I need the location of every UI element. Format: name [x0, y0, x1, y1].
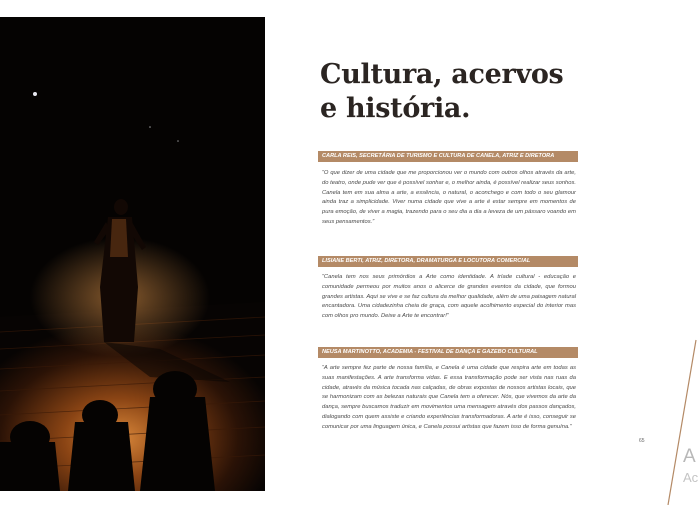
section-quote-1: “O que dizer de uma cidade que me proporcionou ver o mundo com outros olhos através da arte, do teatro, onde pude ver que é possível sonhar e, o melhor ainda, é possível realizar seus sonhos. Canela tem em sua alma a arte, a essência, o natural, o aconchego e com todo o seu glamour ainda traz a simplicidade. Viver numa cidade que vive a arte é estar sempre em momentos de pura emoção, de viver a magia, trazendo para o seu dia a dia a leveza de um pássaro voando em seus pensamentos.” — [322, 170, 576, 225]
page-title — [320, 58, 563, 126]
title-line-1: Cultura, acervos — [320, 59, 564, 90]
section-heading-1: CARLA REIS, SECRETÁRIA DE TURISMO E CULTURA DE CANELA, ATRIZ E DIRETORA — [318, 151, 578, 162]
title-line-2: e história. — [320, 93, 471, 124]
page-number: 65 — [639, 438, 645, 444]
section-heading-2: LISIANE BERTI, ATRIZ, DIRETORA, DRAMATURGA E LOCUTORA COMERCIAL — [318, 256, 578, 267]
next-page-letter: A — [683, 446, 696, 467]
stage-photo — [0, 17, 265, 491]
section-heading-3: NEUSA MARTINOTTO, ACADEMIA - FESTIVAL DE DANÇA E GAZEBO CULTURAL — [318, 347, 578, 358]
section-quote-2: “Canela tem nos seus primórdios a Arte como identidade. A tríade cultural - educação e comunidade permeou por muitos anos o alicerce de grandes eventos da cidade, que formou grandes artistas. Aqui se vive e se faz cultura da melhor qualidade, além de uma paisagem natural encantadora. Uma cidadezinha cheia de graça, com aquele acolhimento especial do interior mas com olhos pro mundo. Deixe a Arte te encontrar!” — [322, 274, 576, 320]
section-quote-3: “A arte sempre fez parte de nossa família, e Canela é uma cidade que respira arte em todas as suas manifestações. A arte transforma vidas. E essa transformação pode ser vista nas ruas da cidade, através da música tocada nas calçadas, de obras expostas de nossos artistas locais, que se harmonizam com as belezas naturais que Canela tem a oferecer. Nós, que vivemos da arte da dança, sempre buscamos traduzir em movimentos uma mensagem através dos passos dançados, dialogando com quem assiste e criando experiências transformadoras. A arte é isso, conseguir se comunicar por uma linguagem única, e Canela possui artistas que fazem isso de forma genuína.” — [322, 365, 576, 430]
next-page-word: Ac — [683, 470, 698, 485]
